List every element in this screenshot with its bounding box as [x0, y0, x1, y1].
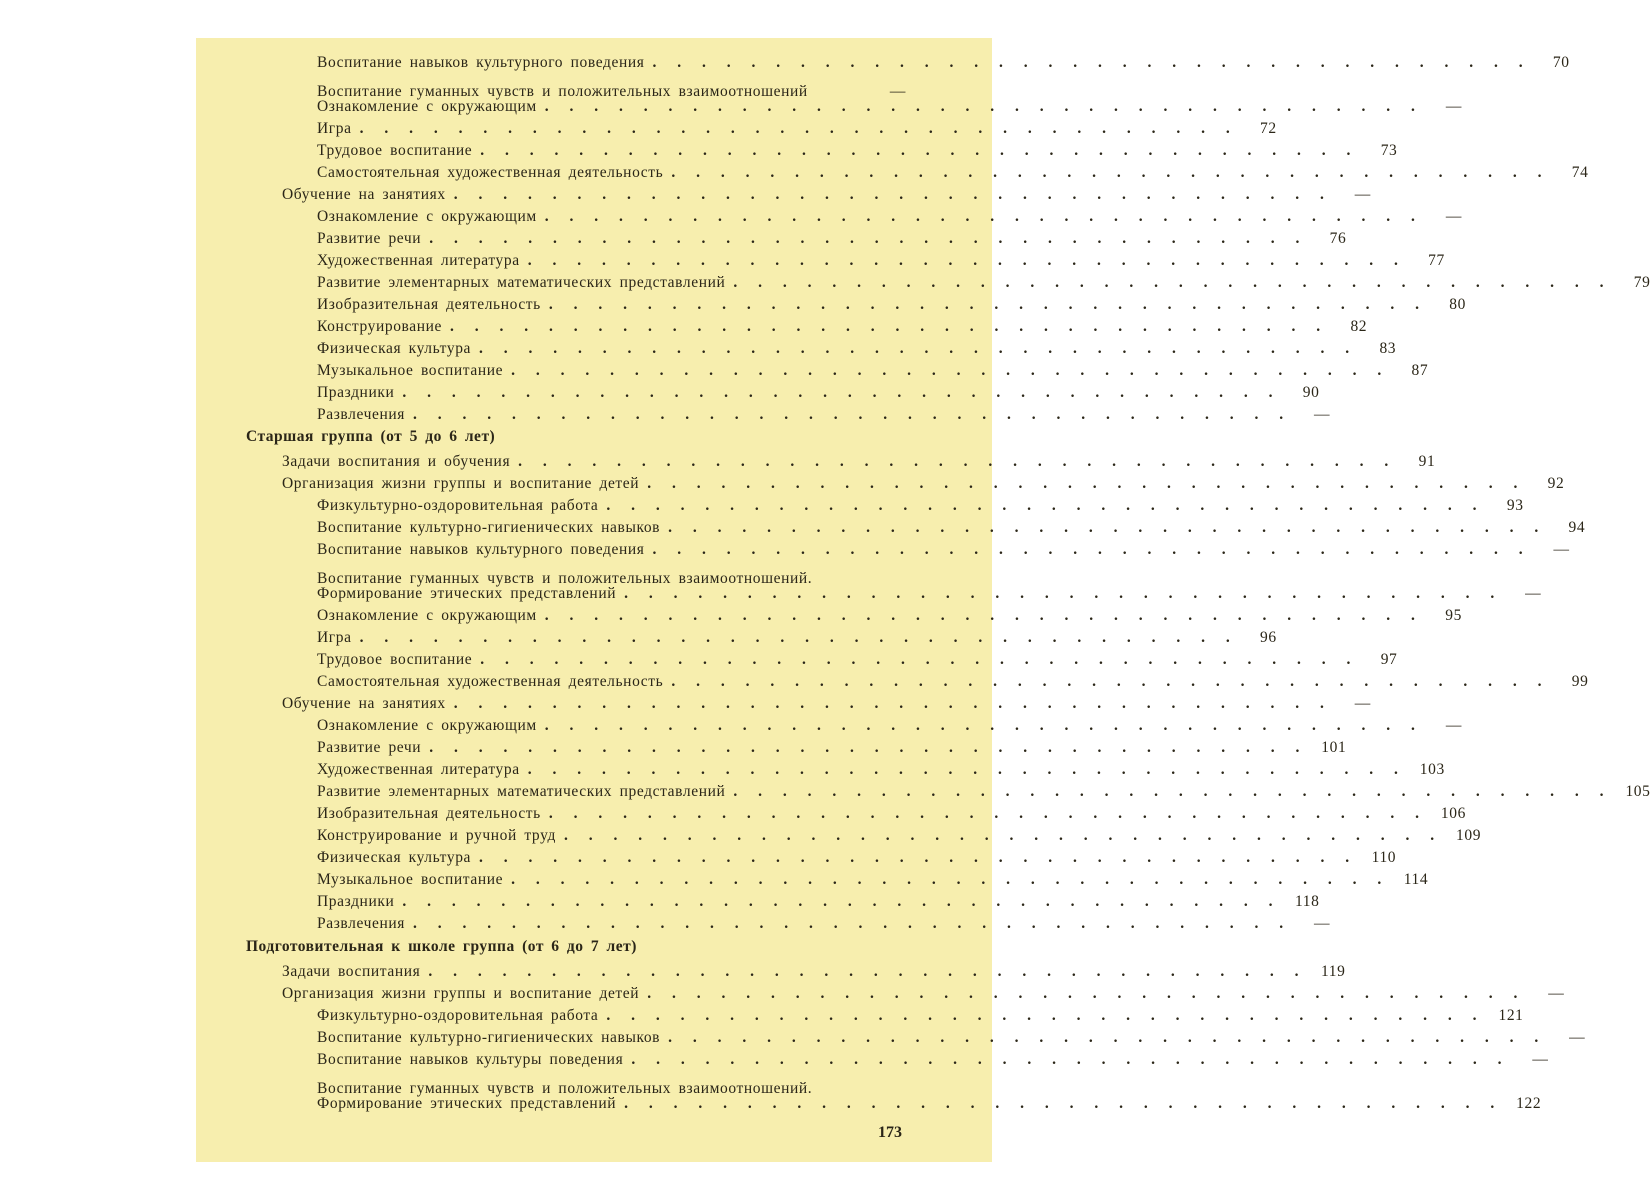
toc-entry-label: Самостоятельная художественная деятельность: [317, 673, 664, 690]
toc-entry: [317, 162, 1589, 184]
toc-entry: [317, 627, 1277, 649]
toc-entry-page: 95: [1445, 607, 1462, 624]
toc-entry: [317, 583, 1542, 605]
toc-entry-page: —: [1313, 915, 1331, 932]
toc-entry: [317, 1027, 1586, 1049]
page-number: 173: [878, 1124, 902, 1141]
dot-leader: . . . . . . . . . . . . . . . . . . . . . . . . . . . . . . . . . . . .: [359, 120, 1237, 137]
toc-entry-label: Музыкальное воспитание: [317, 871, 504, 888]
toc-entry-page: —: [1532, 1051, 1549, 1068]
section-heading-senior-group: Старшая группа (от 5 до 6 лет): [246, 428, 496, 445]
dot-leader: . . . . . . . . . . . . . . . . . . . . . . . . . . . . . . . . . . . .: [631, 1051, 1509, 1068]
section-heading-preparatory-group: Подготовительная к школе группа (от 6 до 7 лет): [246, 938, 637, 955]
toc-entry: [282, 473, 1565, 495]
toc-entry: [317, 759, 1445, 781]
toc-entry-page: —: [1445, 717, 1462, 734]
dot-leader: . . . . . . . . . . . . . . . . . . . . . . . . . . . . . . . . . . . .: [647, 475, 1525, 492]
toc-entry-page: —: [1548, 985, 1565, 1002]
toc-entry: [317, 294, 1466, 316]
toc-entry: [282, 451, 1436, 473]
dot-leader: . . . . . . . . . . . . . . . . . . . . . . . . . . . . . . . . . . . .: [479, 849, 1357, 866]
toc-entry-page: —: [1354, 186, 1371, 203]
dot-leader: . . . . . . . . . . . . . . . . . . . . . . . . . . . . . . . . . . . .: [480, 142, 1358, 159]
dot-leader: . . . . . . . . . . . . . . . . . . . . . . . . . . . . . . . . . . . .: [402, 893, 1280, 910]
toc-entry: [317, 1093, 1542, 1115]
toc-entry: [317, 825, 1482, 847]
dot-leader: . . . . . . . . . . . . . . . . . . . . . . . . . . . . . . . . . . . .: [412, 915, 1291, 932]
toc-entry: [317, 96, 1462, 118]
dot-leader: . . . . . . . . . . . . . . . . . . . . . . . . . . . . . . . . . . . .: [652, 541, 1530, 558]
dot-leader: . . . . . . . . . . . . . . . . . . . . . . . . . . . . . . . . . . . .: [518, 453, 1396, 470]
dot-leader: . . . . . . . . . . . . . . . . . . . . . . . . . . . . . . . . . . . .: [668, 1029, 1546, 1046]
toc-entry-page: 74: [1571, 164, 1589, 181]
toc-entry: [317, 140, 1398, 162]
toc-entry-label: Воспитание гуманных чувств и положительных взаимоотношений.: [317, 1080, 813, 1097]
toc-entry-label: Развитие речи: [317, 230, 422, 247]
document-page: [196, 38, 1651, 1162]
toc-entry: [317, 1005, 1524, 1027]
toc-entry-page: 114: [1403, 871, 1429, 888]
toc-entry-label: Физкультурно-оздоровительная работа: [317, 1007, 599, 1024]
dot-leader: . . . . . . . . . . . . . . . . . . . . . . . . . . . . . . . . . . . .: [527, 761, 1405, 778]
dot-leader: . . . . . . . . . . . . . . . . . . . . . . . . . . . . . . . . . . . .: [668, 519, 1546, 536]
toc-entry: [317, 847, 1397, 869]
dot-leader: . . . . . . . . . . . . . . . . . . . . . . . . . . . . . . . . . . . .: [671, 164, 1549, 181]
toc-entry: [317, 52, 1570, 74]
dot-leader: . . . . . . . . . . . . . . . . . . . . . . . . . . . . . . . . . . . .: [544, 607, 1422, 624]
toc-entry-label: Конструирование: [317, 318, 443, 335]
toc-entry-page: 96: [1260, 629, 1277, 646]
toc-entry-page: —: [1445, 98, 1462, 115]
toc-entry-page: 83: [1379, 340, 1397, 357]
toc-entry-page: —: [889, 83, 906, 100]
dot-leader: . . . . . . . . . . . . . . . . . . . . . . . . . . . . . . . . . . . .: [624, 585, 1502, 602]
toc-entry-label: Изобразительная деятельность: [317, 296, 541, 313]
toc-entry-page: 73: [1380, 142, 1398, 159]
toc-entry-label: Развлечения: [317, 406, 405, 423]
dot-leader: . . . . . . . . . . . . . . . . . . . . . . . . . . . . . . . . . . . .: [733, 783, 1611, 800]
toc-entry: [317, 316, 1368, 338]
toc-entry-page: 122: [1516, 1095, 1542, 1112]
toc-entry-label: Художественная литература: [317, 761, 520, 778]
toc-entry-label: Воспитание культурно-гигиенических навыков: [317, 1029, 661, 1046]
toc-entry-page: 103: [1419, 761, 1445, 778]
toc-entry-label: Обучение на занятиях: [282, 186, 446, 203]
toc-entry-label: Обучение на занятиях: [282, 695, 446, 712]
toc-entry-label: Организация жизни группы и воспитание детей: [282, 985, 640, 1002]
dot-leader: . . . . . . . . . . . . . . . . . . . . . . . . . . . . . . . . . . . .: [647, 985, 1525, 1002]
toc-entry-page: 94: [1568, 519, 1586, 536]
toc-entry: [317, 561, 906, 587]
toc-entry-page: 109: [1456, 827, 1482, 844]
toc-entry-page: 92: [1547, 475, 1565, 492]
dot-leader: . . . . . . . . . . . . . . . . . . . . . . . . . . . . . . . . . . . .: [359, 629, 1237, 646]
toc-entry: [317, 671, 1589, 693]
toc-entry: [317, 605, 1462, 627]
toc-entry-page: 110: [1371, 849, 1397, 866]
toc-entry-label: Развлечения: [317, 915, 405, 932]
toc-entry-label: Задачи воспитания и обучения: [282, 453, 511, 470]
toc-entry-page: 106: [1440, 805, 1466, 822]
toc-entry: [317, 360, 1429, 382]
toc-entry-label: Ознакомление с окружающим: [317, 208, 537, 225]
toc-entry: [317, 1071, 906, 1097]
toc-entry: [317, 869, 1429, 891]
toc-entry-label: Праздники: [317, 384, 395, 401]
toc-entry-label: Физическая культура: [317, 849, 472, 866]
dot-leader: [808, 74, 866, 96]
toc-entry-label: Воспитание навыков культурного поведения: [317, 541, 645, 558]
toc-entry-label: Формирование этических представлений: [317, 585, 617, 602]
toc-entry-page: 87: [1411, 362, 1429, 379]
dot-leader: . . . . . . . . . . . . . . . . . . . . . . . . . . . . . . . . . . . .: [548, 296, 1426, 313]
toc-entry-label: Физкультурно-оздоровительная работа: [317, 497, 599, 514]
dot-leader: . . . . . . . . . . . . . . . . . . . . . . . . . . . . . . . . . . . .: [624, 1095, 1502, 1112]
toc-entry-label: Развитие элементарных математических представлений: [317, 783, 726, 800]
toc-entry-page: 79: [1633, 274, 1651, 291]
toc-entry-page: —: [1525, 585, 1542, 602]
toc-entry-page: 77: [1428, 252, 1445, 269]
toc-entry: [317, 338, 1397, 360]
toc-entry-label: Ознакомление с окружающим: [317, 98, 537, 115]
toc-entry-page: 97: [1380, 651, 1398, 668]
dot-leader: . . . . . . . . . . . . . . . . . . . . . . . . . . . . . . . . . . . .: [671, 673, 1549, 690]
toc-entry: [317, 715, 1462, 737]
dot-leader: . . . . . . . . . . . . . . . . . . . . . . . . . . . . . . . . . . . .: [527, 252, 1405, 269]
toc-entry-page: 80: [1449, 296, 1466, 313]
toc-entry-page: 72: [1260, 120, 1277, 137]
toc-entry: [282, 961, 1346, 983]
toc-entry-label: Ознакомление с окружающим: [317, 717, 537, 734]
toc-entry-page: 82: [1350, 318, 1368, 335]
toc-entry-label: Воспитание культурно-гигиенических навыков: [317, 519, 661, 536]
toc-entry: [282, 693, 1371, 715]
dot-leader: . . . . . . . . . . . . . . . . . . . . . . . . . . . . . . . . . . . .: [402, 384, 1280, 401]
toc-entry: [282, 184, 1371, 206]
dot-leader: . . . . . . . . . . . . . . . . . . . . . . . . . . . . . . . . . . . .: [479, 340, 1357, 357]
toc-entry-page: 118: [1295, 893, 1320, 910]
toc-entry: [317, 206, 1462, 228]
toc-entry-label: Игра: [317, 120, 352, 137]
toc-entry-label: Организация жизни группы и воспитание детей: [282, 475, 640, 492]
toc-entry: [282, 983, 1565, 1005]
toc-entry: [317, 495, 1524, 517]
toc-entry: [317, 517, 1586, 539]
toc-entry-page: 76: [1329, 230, 1347, 247]
toc-entry-label: Изобразительная деятельность: [317, 805, 541, 822]
toc-entry: [317, 250, 1445, 272]
toc-entry-label: Музыкальное воспитание: [317, 362, 504, 379]
dot-leader: . . . . . . . . . . . . . . . . . . . . . . . . . . . . . . . . . . . .: [453, 695, 1331, 712]
dot-leader: . . . . . . . . . . . . . . . . . . . . . . . . . . . . . . . . . . . .: [428, 963, 1306, 980]
toc-entry-page: —: [1354, 695, 1371, 712]
toc-entry-label: Ознакомление с окружающим: [317, 607, 537, 624]
toc-entry-page: 93: [1506, 497, 1524, 514]
toc-entry: [317, 272, 1651, 294]
toc-entry-page: 105: [1625, 783, 1651, 800]
toc-entry-label: Воспитание навыков культуры поведения: [317, 1051, 624, 1068]
dot-leader: . . . . . . . . . . . . . . . . . . . . . . . . . . . . . . . . . . . .: [429, 230, 1307, 247]
toc-entry-label: Физическая культура: [317, 340, 472, 357]
dot-leader: . . . . . . . . . . . . . . . . . . . . . . . . . . . . . . . . . . . .: [544, 717, 1422, 734]
toc-entry: [317, 737, 1347, 759]
toc-entry-label: Задачи воспитания: [282, 963, 421, 980]
dot-leader: . . . . . . . . . . . . . . . . . . . . . . . . . . . . . . . . . . . .: [544, 208, 1422, 225]
toc-entry-label: Воспитание навыков культурного поведения: [317, 54, 645, 71]
toc-entry-label: Художественная литература: [317, 252, 520, 269]
toc-entry: [317, 382, 1320, 404]
dot-leader: . . . . . . . . . . . . . . . . . . . . . . . . . . . . . . . . . . . .: [453, 186, 1331, 203]
toc-entry-page: —: [1445, 208, 1462, 225]
dot-leader: . . . . . . . . . . . . . . . . . . . . . . . . . . . . . . . . . . . .: [548, 805, 1426, 822]
dot-leader: . . . . . . . . . . . . . . . . . . . . . . . . . . . . . . . . . . . .: [544, 98, 1422, 115]
toc-entry: [317, 649, 1398, 671]
toc-entry-label: Трудовое воспитание: [317, 142, 473, 159]
dot-leader: . . . . . . . . . . . . . . . . . . . . . . . . . . . . . . . . . . . .: [429, 739, 1307, 756]
toc-entry-label: Праздники: [317, 893, 395, 910]
toc-entry: [317, 539, 1570, 561]
dot-leader: . . . . . . . . . . . . . . . . . . . . . . . . . . . . . . . . . . . .: [733, 274, 1611, 291]
toc-entry: [317, 913, 1331, 935]
toc-entry-label: Самостоятельная художественная деятельность: [317, 164, 664, 181]
toc-entry-label: Воспитание гуманных чувств и положительных взаимоотношений.: [317, 570, 813, 587]
toc-entry-page: 119: [1320, 963, 1346, 980]
dot-leader: . . . . . . . . . . . . . . . . . . . . . . . . . . . . . . . . . . . .: [606, 497, 1484, 514]
toc-entry-label: Развитие элементарных математических представлений: [317, 274, 726, 291]
toc-entry-label: Воспитание гуманных чувств и положительных взаимоотношений: [317, 83, 808, 100]
toc-entry-page: —: [1313, 406, 1331, 423]
dot-leader: . . . . . . . . . . . . . . . . . . . . . . . . . . . . . . . . . . . .: [606, 1007, 1484, 1024]
toc-entry: [317, 74, 906, 100]
toc-entry-label: Игра: [317, 629, 352, 646]
toc-entry: [317, 781, 1651, 803]
toc-entry-page: —: [1569, 1029, 1586, 1046]
toc-entry-label: Конструирование и ручной труд: [317, 827, 556, 844]
dot-leader: . . . . . . . . . . . . . . . . . . . . . . . . . . . . . . . . . . . .: [450, 318, 1328, 335]
toc-entry-page: 90: [1302, 384, 1320, 401]
dot-leader: . . . . . . . . . . . . . . . . . . . . . . . . . . . . . . . . . . . .: [480, 651, 1358, 668]
dot-leader: . . . . . . . . . . . . . . . . . . . . . . . . . . . . . . . . . . . .: [563, 827, 1442, 844]
toc-entry: [317, 891, 1320, 913]
toc-entry-label: Формирование этических представлений: [317, 1095, 617, 1112]
dot-leader: . . . . . . . . . . . . . . . . . . . . . . . . . . . . . . . . . . . .: [652, 54, 1530, 71]
toc-entry: [317, 228, 1347, 250]
toc-entry-page: 101: [1321, 739, 1347, 756]
toc-entry-page: 99: [1571, 673, 1589, 690]
toc-entry-page: 121: [1498, 1007, 1524, 1024]
toc-entry: [317, 1049, 1549, 1071]
toc-entry-label: Развитие речи: [317, 739, 422, 756]
toc-entry-page: 70: [1552, 54, 1570, 71]
dot-leader: . . . . . . . . . . . . . . . . . . . . . . . . . . . . . . . . . . . .: [511, 871, 1389, 888]
toc-entry-page: 91: [1418, 453, 1436, 470]
dot-leader: . . . . . . . . . . . . . . . . . . . . . . . . . . . . . . . . . . . .: [511, 362, 1389, 379]
toc-entry: [317, 803, 1466, 825]
toc-entry: [317, 118, 1277, 140]
toc-entry-label: Трудовое воспитание: [317, 651, 473, 668]
dot-leader: . . . . . . . . . . . . . . . . . . . . . . . . . . . . . . . . . . . .: [412, 406, 1291, 423]
toc-entry-page: —: [1553, 541, 1570, 558]
toc-entry: [317, 404, 1331, 426]
